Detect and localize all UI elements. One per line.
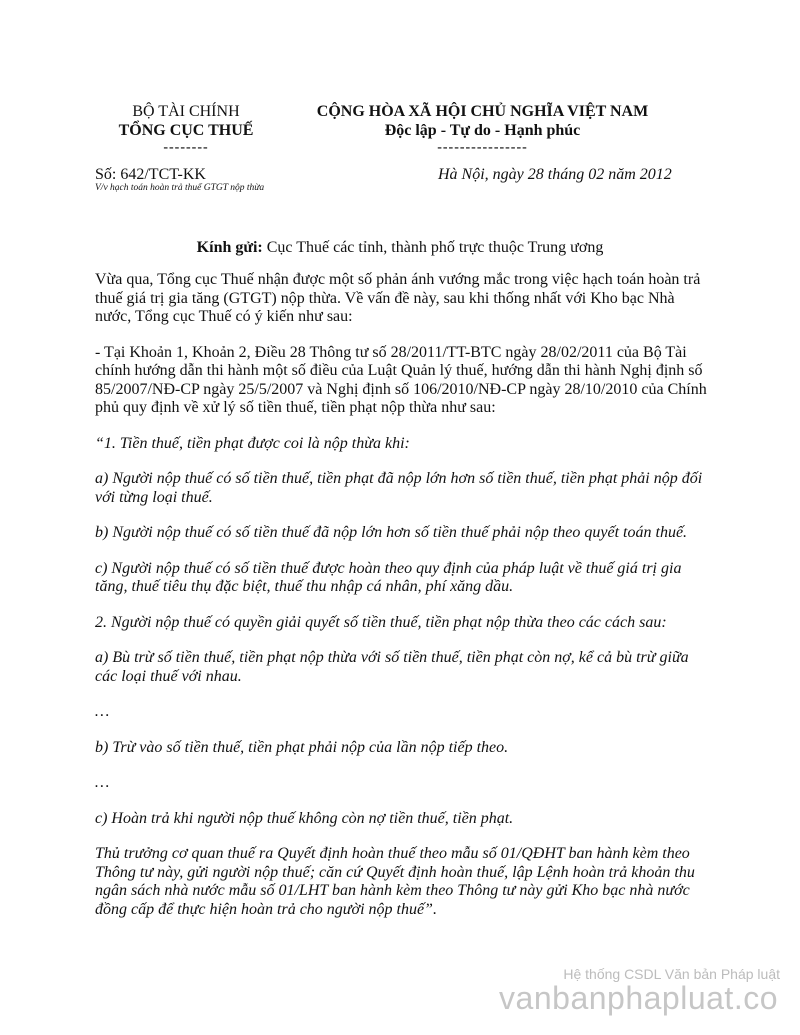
recipient-line [95,238,705,258]
document-number: Số: 642/TCT-KK [95,166,206,183]
national-header [305,102,660,155]
body-paragraph: Vừa qua, Tổng cục Thuế nhận được một số phản ánh vướng mắc trong việc hạch toán hoàn trả thuế giá trị gia tăng (GTGT) nộp thừa. Về vấn đề này, sau khi thống nhất với Kho bạc Nhà nước, Tổng cục Thuế có ý kiến như sau: [95,271,701,325]
ministry-name: BỘ TÀI CHÍNH [132,103,240,120]
recipient-text: Cục Thuế các tỉnh, thành phố trực thuộc Trung ương [262,239,604,256]
body-paragraph: … [95,703,110,720]
place-date: Hà Nội, ngày 28 tháng 02 năm 2012 [438,166,672,183]
watermark-site: vanbanphapluat.co [499,980,778,1016]
body-paragraph: c) Người nộp thuế có số tiền thuế được hoàn theo quy định của pháp luật về thuế giá trị gia tăng, thuế tiêu thụ đặc biệt, thuế thu nhập cá nhân, phí xăng dầu. [95,559,682,595]
body-paragraph: a) Người nộp thuế có số tiền thuế, tiền phạt đã nộp lớn hơn số tiền thuế, tiền phạt phải nộp đối với từng loại thuế. [95,470,703,506]
department-name: TỔNG CỤC THUẾ [118,122,254,139]
body-paragraph: “1. Tiền thuế, tiền phạt được coi là nộp thừa khi: [95,434,410,452]
recipient-label: Kính gửi: [196,239,263,256]
issuer-block [88,102,284,155]
body-paragraph: a) Bù trừ số tiền thuế, tiền phạt nộp thừa với số tiền thuế, tiền phạt còn nợ, kể cả bù trừ giữa các loại thuế với nhau. [95,649,689,685]
body-paragraph: … [95,774,110,791]
motto-separator: ---------------- [437,140,528,155]
body-paragraph: Thủ trưởng cơ quan thuế ra Quyết định hoàn thuế theo mẫu số 01/QĐHT ban hành kèm theo Thông tư này, gửi người nộp thuế; căn cứ Quyết định hoàn thuế, lập Lệnh hoàn trả khoản thu ngân sách nhà nước mẫu số 01/LHT ban hành kèm theo Thông tư này gửi Kho bạc nhà nước đồng cấp để thực hiện hoàn trả cho người nộp thuế”. [95,845,695,918]
body-paragraph: c) Hoàn trả khi người nộp thuế không còn nợ tiền thuế, tiền phạt. [95,809,514,827]
document-body [95,271,713,936]
body-paragraph: - Tại Khoản 1, Khoản 2, Điều 28 Thông tư số 28/2011/TT-BTC ngày 28/02/2011 của Bộ Tài chính hướng dẫn thi hành một số điều của Luật Quản lý thuế, hướng dẫn thi hành Nghị định số 85/2007/NĐ-CP ngày 25/5/2007 và Nghị định số 106/2010/NĐ-CP ngày 28/10/2010 của Chính phủ quy định về xử lý số tiền thuế, tiền phạt nộp thừa như sau: [95,343,707,416]
body-paragraph: 2. Người nộp thuế có quyền giải quyết số tiền thuế, tiền phạt nộp thừa theo các cách sau: [95,613,667,631]
country-name: CỘNG HÒA XÃ HỘI CHỦ NGHĨA VIỆT NAM [316,103,649,120]
national-motto: Độc lập - Tự do - Hạnh phúc [384,122,581,139]
issuer-separator: -------- [163,140,209,155]
document-subject: V/v hạch toán hoàn trả thuế GTGT nộp thừa [95,183,265,193]
watermark-caption: Hệ thống CSDL Văn bản Pháp luật [563,966,780,982]
body-paragraph: b) Người nộp thuế có số tiền thuế đã nộp lớn hơn số tiền thuế phải nộp theo quyết toán thuế. [95,524,688,541]
body-paragraph: b) Trừ vào số tiền thuế, tiền phạt phải nộp của lần nộp tiếp theo. [95,738,509,756]
